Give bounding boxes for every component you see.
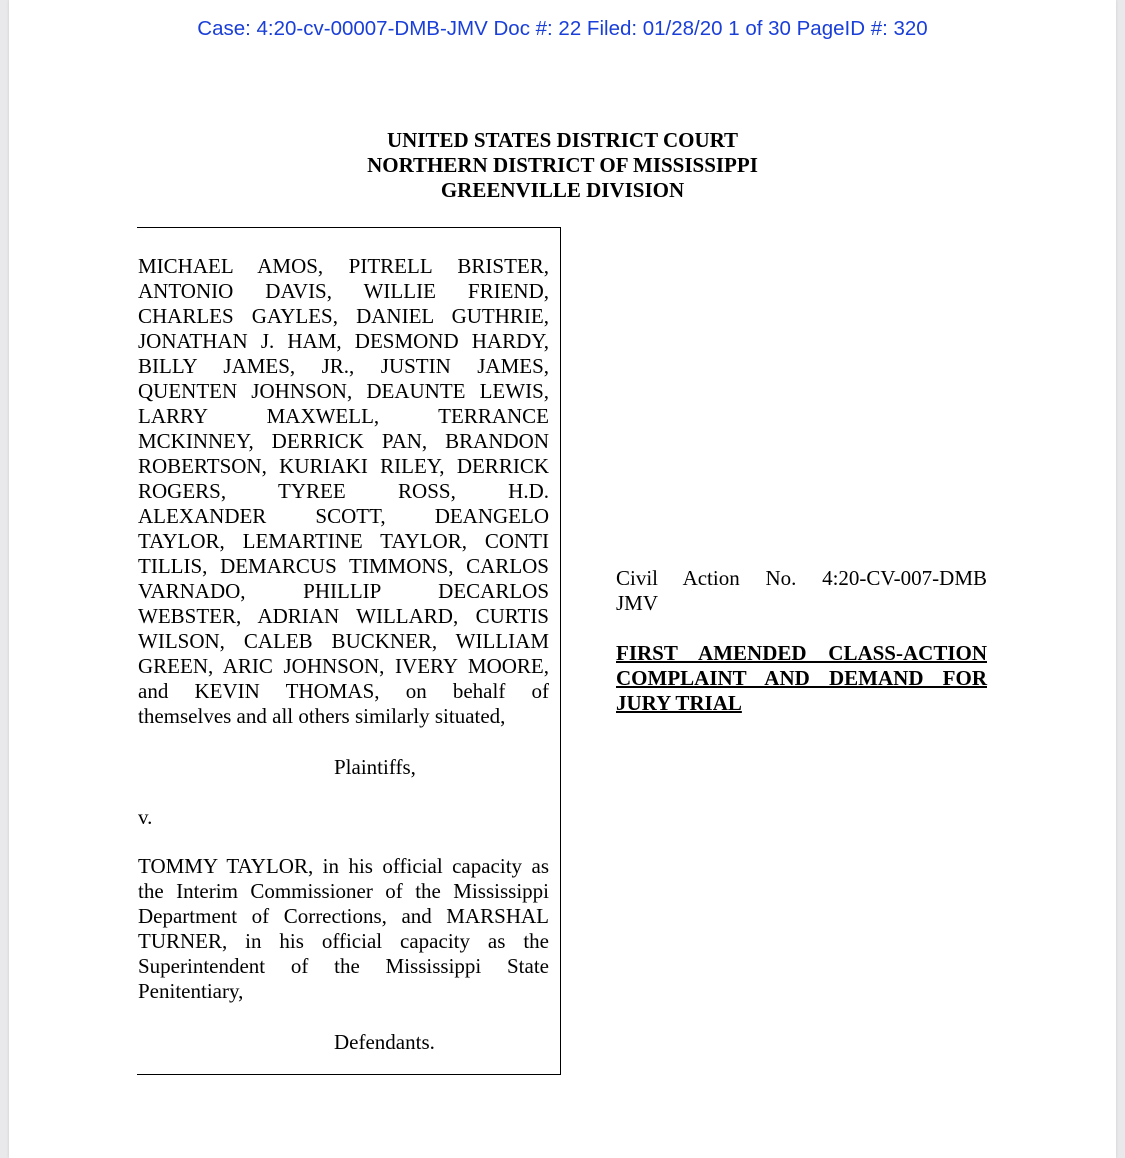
plaintiff-line: GREEN, ARIC JOHNSON, IVERY MOORE, — [138, 654, 549, 678]
case-info-column — [616, 566, 987, 716]
plaintiff-line: ALEXANDER SCOTT, DEANGELO — [138, 504, 549, 528]
plaintiff-line: WEBSTER, ADRIAN WILLARD, CURTIS — [138, 604, 549, 628]
civil-action-line: Civil Action No. 4:20-CV-007-DMB — [616, 566, 987, 590]
plaintiff-line: themselves and all others similarly situated, — [138, 704, 506, 728]
plaintiff-line: VARNADO, PHILLIP DECARLOS — [138, 579, 549, 603]
plaintiff-line: and KEVIN THOMAS, on behalf of — [138, 679, 549, 703]
document-title-line: JURY TRIAL — [616, 691, 742, 715]
court-district: NORTHERN DISTRICT OF MISSISSIPPI — [367, 153, 758, 177]
defendant-line: Penitentiary, — [138, 979, 244, 1003]
document-title-line: FIRST AMENDED CLASS-ACTION — [616, 641, 987, 665]
plaintiff-line: ROBERTSON, KURIAKI RILEY, DERRICK — [138, 454, 549, 478]
defendants-role-label: Defendants. — [334, 1030, 435, 1054]
document-title — [616, 641, 987, 716]
document-page — [9, 0, 1116, 1158]
plaintiff-line: WILSON, CALEB BUCKNER, WILLIAM — [138, 629, 549, 653]
court-name: UNITED STATES DISTRICT COURT — [386, 128, 739, 152]
plaintiff-line: MCKINNEY, DERRICK PAN, BRANDON — [138, 429, 549, 453]
plaintiff-line: TILLIS, DEMARCUS TIMMONS, CARLOS — [138, 554, 549, 578]
plaintiff-line: MICHAEL AMOS, PITRELL BRISTER, — [138, 254, 549, 278]
plaintiff-line: BILLY JAMES, JR., JUSTIN JAMES, — [138, 354, 549, 378]
plaintiff-line: ANTONIO DAVIS, WILLIE FRIEND, — [138, 279, 549, 303]
plaintiffs-role-label: Plaintiffs, — [334, 755, 416, 779]
plaintiffs-list — [138, 254, 549, 729]
civil-action-number — [616, 566, 987, 616]
court-heading — [9, 128, 1116, 203]
plaintiff-line: QUENTEN JOHNSON, DEAUNTE LEWIS, — [138, 379, 549, 403]
plaintiff-line: CHARLES GAYLES, DANIEL GUTHRIE, — [138, 304, 549, 328]
court-division: GREENVILLE DIVISION — [440, 178, 685, 202]
defendant-line: the Interim Commissioner of the Mississippi — [138, 879, 549, 903]
defendant-line: Department of Corrections, and MARSHAL — [138, 904, 549, 928]
defendants-list — [138, 854, 549, 1004]
plaintiff-line: TAYLOR, LEMARTINE TAYLOR, CONTI — [138, 529, 549, 553]
defendant-line: TOMMY TAYLOR, in his official capacity as — [138, 854, 549, 878]
defendant-line: Superintendent of the Mississippi State — [138, 954, 549, 978]
document-title-line: COMPLAINT AND DEMAND FOR — [616, 666, 987, 690]
plaintiff-line: LARRY MAXWELL, TERRANCE — [138, 404, 549, 428]
plaintiff-line: JONATHAN J. HAM, DESMOND HARDY, — [138, 329, 549, 353]
plaintiff-line: ROGERS, TYREE ROSS, H.D. — [138, 479, 549, 503]
case-header-stamp: Case: 4:20-cv-00007-DMB-JMV Doc #: 22 Filed: 01/28/20 1 of 30 PageID #: 320 — [197, 17, 928, 40]
defendant-line: TURNER, in his official capacity as the — [138, 929, 549, 953]
civil-action-line: JMV — [616, 591, 659, 615]
versus-label: v. — [138, 805, 153, 829]
